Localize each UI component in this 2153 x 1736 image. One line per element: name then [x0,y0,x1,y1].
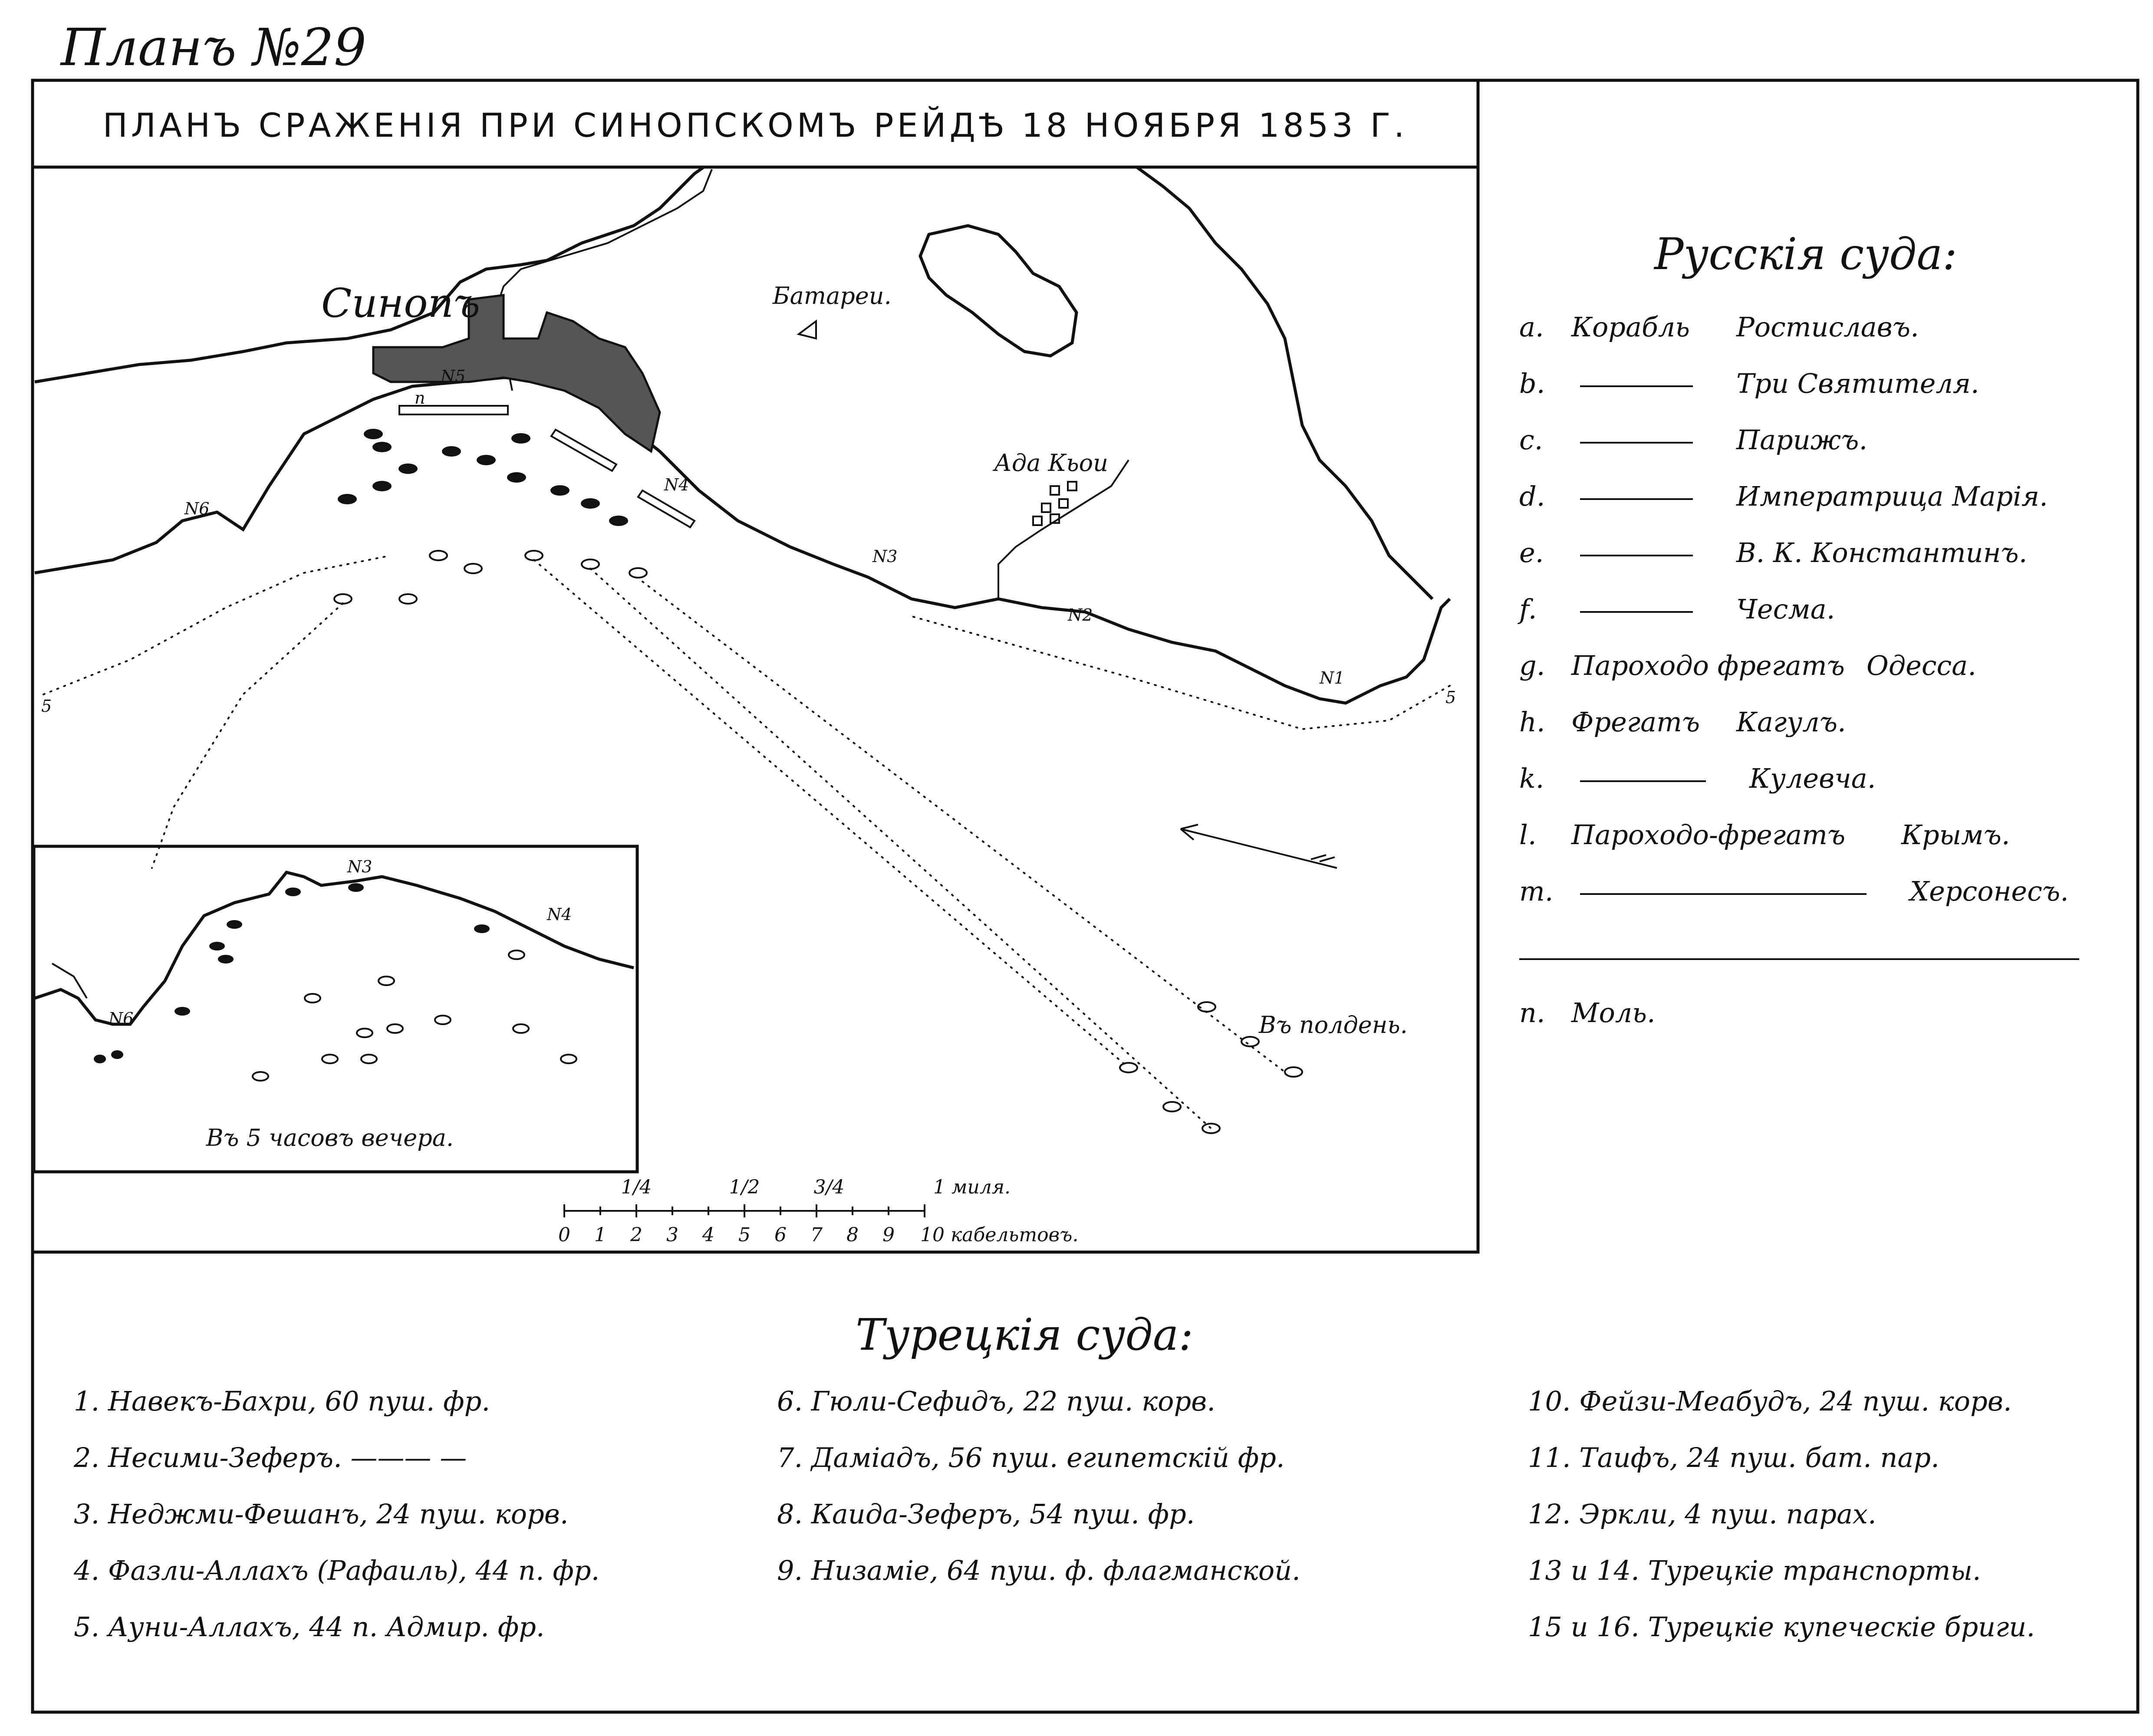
battery-n4: N4 [664,475,689,494]
battery-n1: N1 [1320,668,1345,687]
north-coast-east [1137,168,1432,599]
scale-tick: 5 [738,1224,751,1246]
legend-name: Ростиславъ. [1736,311,1919,343]
turkish-item: 13 и 14. Турецкіе транспорты. [1528,1555,1981,1586]
houses-icon [1033,482,1076,525]
legend-letter: c. [1519,424,1543,456]
town-label: Синопъ [321,280,481,326]
inset-russian-ships [253,950,576,1081]
river [998,460,1129,599]
inset-battery-n4: N4 [547,905,572,924]
scale-tick: 9 [882,1224,895,1246]
legend-name: Кулевча. [1749,763,1876,794]
turkish-item: 12. Эркли, 4 пуш. парах. [1528,1498,1876,1530]
turkish-item: 3. Неджми-Фешанъ, 24 пуш. корв. [74,1498,569,1530]
legend-letter: d. [1519,480,1545,512]
scale-fraction: 1/2 [729,1176,760,1198]
track [912,616,1450,729]
legend-type: Корабль [1571,311,1690,343]
turkish-item: 5. Ауни-Аллахъ, 44 п. Адмир. фр. [74,1611,545,1643]
turkish-item: 9. Низаміе, 64 пуш. ф. флагманской. [777,1555,1300,1586]
legend-letter: h. [1519,706,1545,738]
legend-name: Моль. [1571,997,1656,1029]
russian-legend-heading: Русскія суда: [1654,229,1957,279]
legend-type: Пароходо-фрегатъ [1571,819,1846,851]
legend-letter: m. [1519,875,1554,907]
legend-name: Три Святителя. [1736,368,1979,399]
map-title: ПЛАНЪ СРАЖЕНІЯ ПРИ СИНОПСКОМЪ РЕЙДѢ 18 НОЯБРЯ 1853 Г. [102,106,1408,145]
scale-cables: 10 кабельтовъ. [920,1224,1079,1246]
legend-name: Кагулъ. [1736,706,1846,738]
scale-miles: 1 миля. [933,1176,1011,1198]
turkish-legend-heading: Турецкія суда: [855,1309,1194,1360]
turkish-legend [73,1309,2035,1643]
track-mark: 5 [41,697,52,716]
legend-name: Чесма. [1736,593,1835,625]
scale-tick: 8 [846,1224,859,1246]
pier [551,430,616,471]
inset-battery-n6: N6 [109,1009,134,1028]
turkish-ships [338,429,628,526]
battery-n2: N2 [1068,605,1093,625]
legend-name: В. К. Константинъ. [1736,537,2028,569]
inset-turkish-ships [94,883,490,1063]
inset-caption: Въ 5 часовъ вечера. [206,1124,454,1151]
track [43,556,391,694]
inset-coast [35,872,634,1024]
lake [920,226,1076,356]
scale-tick: 2 [630,1224,642,1246]
turkish-item: 4. Фазли-Аллахъ (Рафаиль), 44 п. фр. [74,1555,600,1586]
track [152,603,343,868]
scale-tick: 1 [594,1224,606,1246]
battery-label: Батареи. [773,282,892,309]
battery-n5: N5 [441,367,466,386]
turkish-item: 6. Гюли-Сефидъ, 22 пуш. корв. [777,1385,1215,1417]
turkish-item: 1. Навекъ-Бахри, 60 пуш. фр. [74,1385,491,1417]
track-mark: 5 [1445,688,1456,707]
turkish-item: 10. Фейзи-Меабудъ, 24 пуш. корв. [1528,1385,2012,1417]
scale-tick: 3 [666,1224,678,1246]
legend-type: Фрегатъ [1571,706,1700,738]
track [534,560,1129,1068]
legend-letter: b. [1519,368,1545,399]
turkish-item: 11. Таифъ, 24 пуш. бат. пар. [1528,1442,1939,1473]
triangle-icon [799,321,816,339]
turkish-item: 8. Каида-Зеферъ, 54 пуш. фр. [777,1498,1195,1530]
legend-letter: f. [1519,593,1537,625]
legend-letter: n. [1519,997,1545,1029]
legend-name: Херсонесъ. [1910,875,2069,907]
legend-type: Пароходо фрегатъ [1571,650,1845,681]
coastline [35,378,1450,703]
plan-number: Планъ №29 [61,17,367,77]
turkish-item: 15 и 16. Турецкіе купеческіе бриги. [1528,1611,2035,1643]
legend-letter: g. [1519,650,1545,681]
scale-tick: 6 [774,1224,787,1246]
scale-tick: 0 [558,1224,570,1246]
battery-n3: N3 [872,547,898,566]
scale-bar [558,1176,1078,1246]
scale-tick: 7 [810,1224,823,1246]
arrow-icon [1181,825,1337,868]
village-label: Ада Кьои [994,449,1108,477]
legend-name: Одесса. [1867,650,1976,681]
mole-letter: n [415,388,425,408]
legend-letter: k. [1519,763,1544,794]
legend-name: Императрица Марія. [1736,480,2048,512]
russian-legend [1518,229,2079,1029]
pier [638,490,695,527]
scale-tick: 4 [702,1224,714,1246]
legend-name: Крымъ. [1901,819,2010,851]
scale-fraction: 3/4 [813,1176,845,1198]
inset-battery-n3: N3 [347,857,372,876]
legend-letter: a. [1519,311,1544,343]
turkish-item: 2. Несими-Зеферъ. ——— — [74,1442,467,1473]
legend-name: Парижъ. [1736,424,1868,456]
scale-fraction: 1/4 [621,1176,652,1198]
legend-letter: l. [1519,819,1537,851]
track [590,569,1211,1128]
battery-n6: N6 [184,499,210,518]
turkish-item: 7. Даміадъ, 56 пуш. египетскій фр. [777,1442,1285,1473]
map-frame [33,80,1478,1252]
inset-map [35,857,634,1151]
legend-letter: e. [1519,537,1544,569]
noon-label: Въ полдень. [1259,1011,1408,1039]
main-map [35,168,1456,1133]
